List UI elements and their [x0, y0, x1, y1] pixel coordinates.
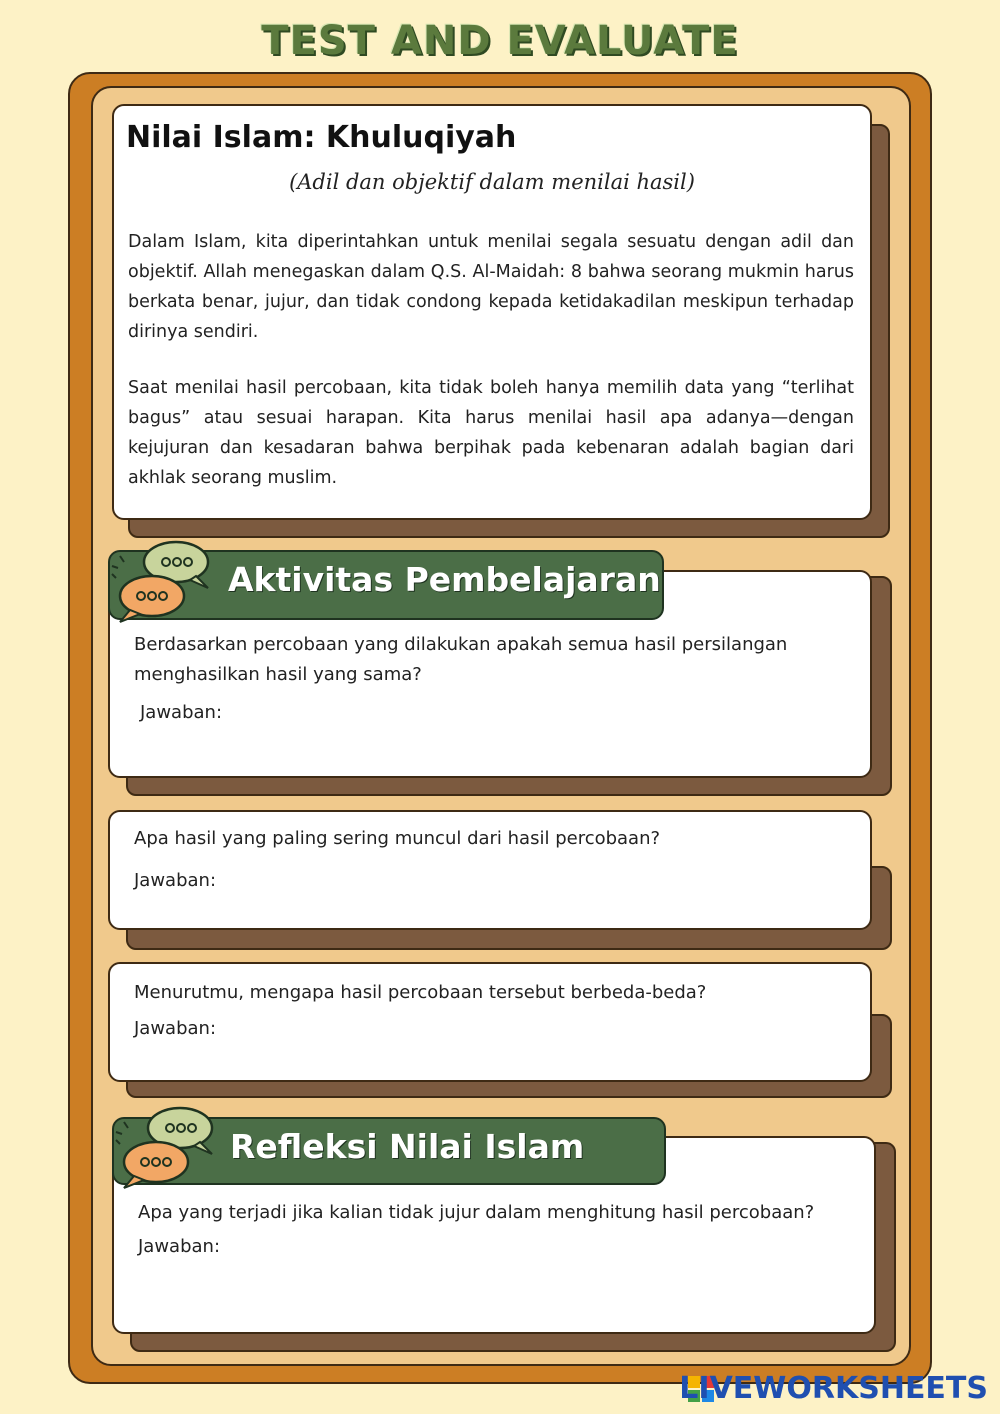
intro-title: Nilai Islam: Khuluqiyah — [126, 120, 517, 155]
liveworksheets-watermark[interactable]: LIVEWORKSHEETS — [679, 1371, 988, 1406]
question-1-answer-label: Jawaban: — [140, 702, 223, 723]
question-3-answer-input[interactable] — [134, 1046, 838, 1074]
question-2-answer-label: Jawaban: — [134, 870, 217, 891]
intro-subtitle: (Adil dan objektif dalam menilai hasil) — [289, 170, 695, 194]
question-2-answer-input[interactable] — [134, 896, 838, 924]
question-1-answer-input[interactable] — [140, 732, 844, 762]
activity-heading: Aktivitas Pembelajaran — [228, 560, 661, 599]
reflection-answer-label: Jawaban: — [138, 1236, 221, 1257]
intro-card — [112, 104, 872, 520]
reflection-heading: Refleksi Nilai Islam — [230, 1127, 585, 1166]
question-3-text: Menurutmu, mengapa hasil percobaan tersebut berbeda-beda? — [134, 982, 707, 1003]
intro-paragraph-1: Dalam Islam, kita diperintahkan untuk menilai segala sesuatu dengan adil dan objektif. Allah menegaskan dalam Q.S. Al-Maidah: 8 bahwa seorang mukmin harus berkata benar, jujur, dan tidak condong kepada ketidakadilan meskipun terhadap dirinya sendiri. — [128, 232, 854, 342]
question-1-text: Berdasarkan percobaan yang dilakukan apakah semua hasil persilangan menghasilkan hasil yang sama? — [134, 634, 788, 685]
intro-paragraph-2: Saat menilai hasil percobaan, kita tidak boleh hanya memilih data yang “terlihat bagus” atau sesuai harapan. Kita harus menilai hasil apa adanya—dengan kejujuran dan kesadaran bahwa berpihak pada kebenaran adalah bagian dari akhlak seorang muslim. — [128, 378, 854, 488]
reflection-answer-input[interactable] — [138, 1266, 862, 1296]
reflection-question-text: Apa yang terjadi jika kalian tidak jujur dalam menghitung hasil percobaan? — [138, 1202, 815, 1223]
speech-bubbles-icon — [110, 538, 220, 624]
question-2-text: Apa hasil yang paling sering muncul dari hasil percobaan? — [134, 828, 661, 849]
question-2-card — [108, 810, 872, 930]
page-title: TEST AND EVALUATE — [261, 18, 739, 64]
question-3-card — [108, 962, 872, 1082]
question-3-answer-label: Jawaban: — [134, 1018, 217, 1039]
speech-bubbles-icon — [114, 1104, 224, 1190]
